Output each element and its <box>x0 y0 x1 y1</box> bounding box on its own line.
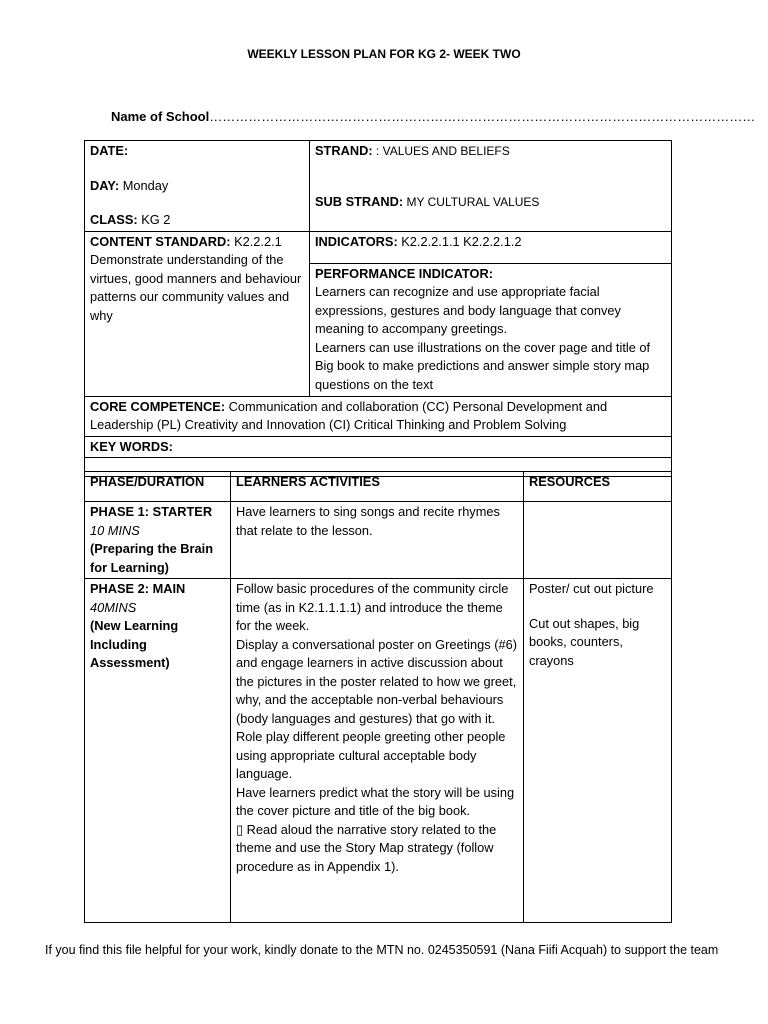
date-label: DATE: <box>90 143 129 158</box>
sub-strand-field <box>315 193 666 212</box>
class-value: KG 2 <box>137 212 171 227</box>
header-learners-activities: LEARNERS ACTIVITIES <box>231 472 524 502</box>
phase2-resources <box>524 579 672 923</box>
phase2-activities <box>231 579 524 923</box>
phase-table <box>84 471 672 923</box>
activity-item: Role play different people greeting other people using appropriate cultural acceptable body language. <box>236 729 506 781</box>
phase2-cell <box>85 579 231 923</box>
day-label: DAY: <box>90 177 120 193</box>
day-field <box>90 177 304 196</box>
phase1-sub: (Preparing the Brain for Learning) <box>90 541 214 575</box>
core-competence-value: Communication and collaboration (CC) Personal Development and Leadership (PL) Creativity and Innovation (CI) Critical Thinking and Problem Solving <box>90 398 608 432</box>
date-field <box>90 142 304 161</box>
class-field <box>90 211 304 230</box>
school-name-line <box>111 109 755 124</box>
performance-line-2: Learners can use illustrations on the cover page and title of Big book to make predictions and answer simple story map questions on the text <box>315 339 651 392</box>
content-standard-cell <box>85 231 310 396</box>
strand-value: : VALUES AND BELIEFS <box>372 144 510 158</box>
key-words-cell <box>85 436 672 458</box>
sub-strand-value: MY CULTURAL VALUES <box>403 194 540 209</box>
indicators-cell <box>310 231 672 263</box>
phase1-name: PHASE 1: STARTER <box>90 504 213 519</box>
school-dots: ……………………………………………………………………………………………………………… <box>209 109 756 124</box>
phase2-sub: (New Learning Including Assessment) <box>90 618 179 670</box>
core-competence-cell <box>85 396 672 436</box>
phase1-duration: 10 MINS <box>90 522 140 538</box>
phase2-name: PHASE 2: MAIN <box>90 581 186 596</box>
header-phase-duration: PHASE/DURATION <box>85 472 231 502</box>
content-standard-value: K2.2.2.1 <box>230 233 282 249</box>
sub-strand-label: SUB STRAND: <box>315 193 404 209</box>
phase1-activities: Have learners to sing songs and recite rhymes that relate to the lesson. <box>231 502 524 579</box>
document-title: WEEKLY LESSON PLAN FOR KG 2- WEEK TWO <box>247 47 521 61</box>
lesson-info-table <box>84 140 672 477</box>
phase1-resources <box>524 502 672 579</box>
school-label: Name of School <box>111 109 210 124</box>
activity-item: ▯ Read aloud the narrative story related to the theme and use the Story Map strategy (follow procedure as in Appendix 1). <box>236 821 497 874</box>
phase2-duration: 40MINS <box>90 599 137 615</box>
strand-label: STRAND: <box>315 143 373 158</box>
performance-line-1: Learners can recognize and use appropriate facial expressions, gestures and body language that convey meaning to accompany greetings. <box>315 284 621 336</box>
class-label: CLASS: <box>90 212 138 227</box>
strand-cell <box>310 141 672 232</box>
donation-footer: If you find this file helpful for your work, kindly donate to the MTN no. 0245350591 (Nana Fiifi Acquah) to support the team <box>45 943 719 957</box>
content-standard-label: CONTENT STANDARD: <box>90 233 231 249</box>
core-competence-label: CORE COMPETENCE: <box>90 398 226 414</box>
indicators-label: INDICATORS: <box>315 233 398 249</box>
header-resources: RESOURCES <box>524 472 672 502</box>
activity-item: Follow basic procedures of the community circle time (as in K2.1.1.1.1) and introduce the theme for the week. <box>236 581 509 633</box>
activity-item: Have learners predict what the story will be using the cover picture and title of the big book. <box>236 784 515 818</box>
content-standard-text: Demonstrate understanding of the virtues, good manners and behaviour patterns our community values and why <box>90 252 302 323</box>
strand-field <box>315 142 666 161</box>
performance-label: PERFORMANCE INDICATOR: <box>315 265 493 281</box>
activity-item: Display a conversational poster on Greetings (#6) and engage learners in active discussion about the pictures in the poster related to how we greet, why, and the acceptable non-verbal behaviours (body languages and gestures) that go with it. <box>236 636 517 726</box>
day-value: Monday <box>119 177 169 193</box>
resource-item: Cut out shapes, big books, counters, crayons <box>529 615 640 668</box>
resource-item: Poster/ cut out picture <box>529 581 654 596</box>
phase1-cell <box>85 502 231 579</box>
performance-indicator-cell <box>310 263 672 396</box>
indicators-value: K2.2.2.1.1 K2.2.2.1.2 <box>397 233 522 249</box>
key-words-label: KEY WORDS: <box>90 438 173 454</box>
date-day-class-cell <box>85 141 310 232</box>
